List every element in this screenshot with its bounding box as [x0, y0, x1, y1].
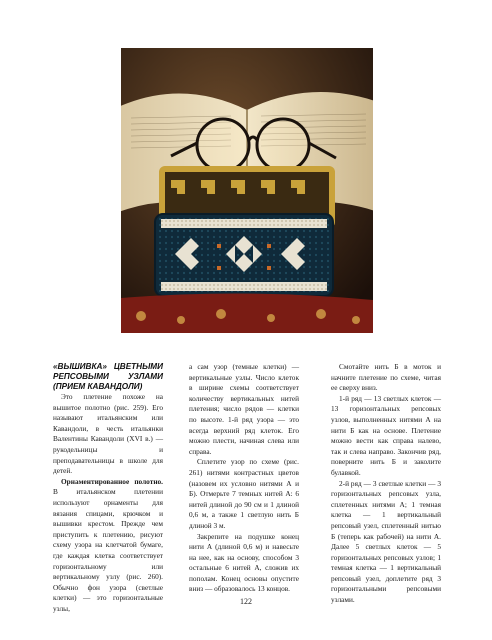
- paragraph: Закрепите на подушке конец нити А (длиной 0,6 м) и навесьте на нее, как на основу, способом 3 остальные 6 нитей А, сложив их пополам. Конец основы опустите вниз — образовалось 13 концов.: [189, 531, 299, 594]
- paragraph: а сам узор (темные клетки) — вертикальные узлы. Число клеток в ширине схемы соответствует количеству вертикальных нитей плетения; число рядов — клетки по высоте. 1-й ряд узора — это всегда верхний ряд клеток. Его можно плести, начиная слева или справа.: [189, 362, 299, 456]
- column-2: [189, 362, 299, 595]
- embroidered-purse-front: [155, 214, 333, 296]
- paragraph: Смотайте нить Б в моток и начните плетение по схеме, читая ее сверху вниз.: [331, 362, 441, 393]
- column-1: [53, 362, 163, 614]
- column-3: [331, 362, 441, 606]
- paragraph: Сплетите узор по схеме (рис. 261) нитями контрастных цветов (назовем их условно нитями А и Б). Отмерьте 7 темных нитей А: 6 нитей длиной до 90 см и 1 длиной 0,6 м, а также 1 светлую нить Б длиной 3 м.: [189, 457, 299, 530]
- paragraph-text: В итальянском плетении используют орнаменты для вязания спицами, крючком и вышивки крестом. Прежде чем приступить к плетению, рисуют схему узора на клетчатой бумаге, где каждая клетка соответствует горизонтальному или вертикальному узлу (рис. 260). Обычно фон узора (светлые клетки) — это горизонтальные узлы,: [53, 487, 163, 613]
- section-heading: «ВЫШИВКА» ЦВЕТНЫМИ РЕПСОВЫМИ УЗЛАМИ (ПРИЕМ КАВАНДОЛИ): [53, 362, 163, 391]
- embroidered-purse-photo: [121, 48, 373, 333]
- page-number: 122: [240, 597, 252, 606]
- paragraph: 1-й ряд — 13 светлых клеток — 13 горизонтальных репсовых узлов, выполненных нитями А на нити Б как на основе. Плетение можно вести как справа налево, так и слева направо. Закончив ряд, поверните нить Б и заколите булавкой.: [331, 393, 441, 477]
- photo: [121, 48, 373, 333]
- run-in-heading: Орнаментированное полотно.: [61, 476, 163, 486]
- paragraph: Это плетение похоже на вышитое полотно (рис. 259). Его называют итальянским или Кавандоли, в честь итальянки Валентины Кавандоли (XVI в.) — рукодельницы и преподавательницы в школе для детей.: [53, 392, 163, 476]
- carpet: [121, 293, 373, 333]
- paragraph: 2-й ряд — 3 светлые клетки — 3 горизонтальных репсовых узла, сплетенных нитями А; 1 темная клетка — 1 вертикальный репсовый узел, сплетенный нитью Б (теперь как рабочей) на нити А. Далее 5 светлых клеток — 5 горизонтальных репсовых узлов; 1 темная клетка — 1 вертикальный репсовый узел, доплетите ряд 3 горизонтальными репсовыми узлами.: [331, 478, 441, 605]
- paragraph: [53, 477, 163, 615]
